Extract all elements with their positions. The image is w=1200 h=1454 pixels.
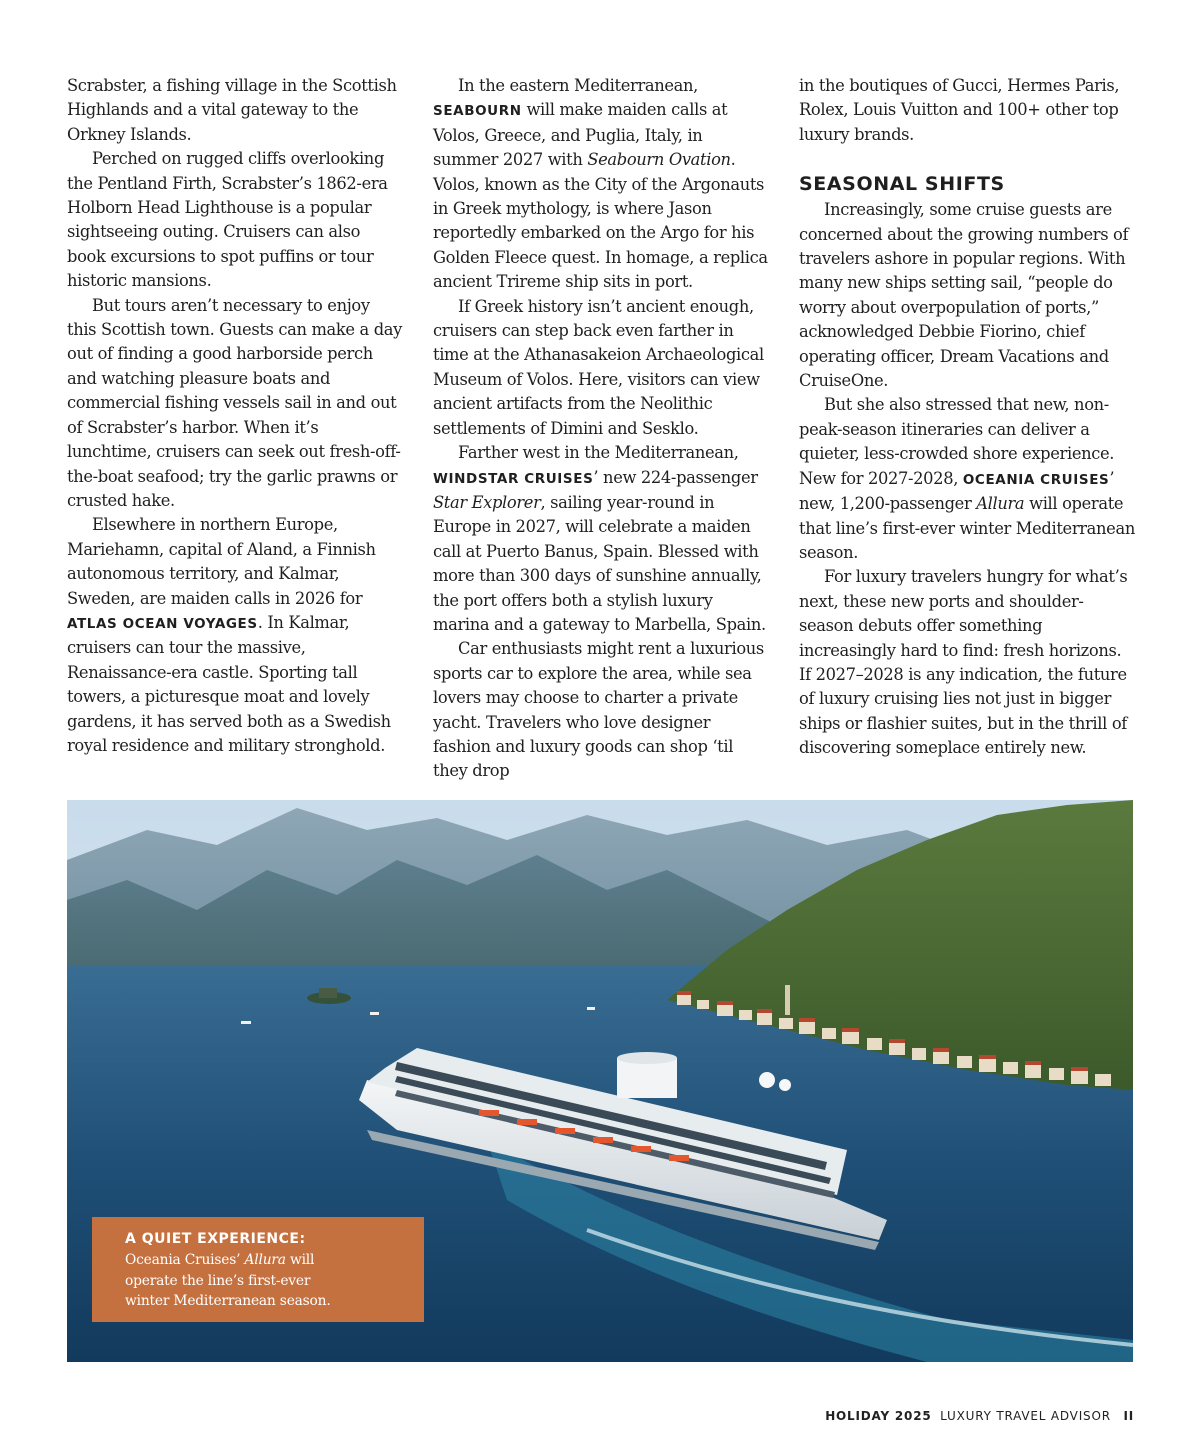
caption-text: will operate the line’s first-ever winter Mediterranean season.: [125, 1252, 331, 1309]
page-number: II: [1123, 1409, 1134, 1423]
issue-label: HOLIDAY 2025: [825, 1409, 932, 1423]
ship-name: Allura: [976, 494, 1025, 514]
paragraph-text: , sailing year-round in Europe in 2027, will celebrate a maiden call at Puerto Banus, Spain. Blessed with more than 300 days of sunshine annually, the port offers both a stylish luxury marina and a gateway to Marbella, Spain.: [433, 492, 766, 634]
paragraph-text: will operate that line’s first-ever winter Mediterranean season.: [799, 494, 1135, 562]
paragraph-text: Farther west in the Mediterranean,: [458, 443, 739, 463]
paragraph-text: But she also stressed that new, non-peak-season itineraries can deliver a quieter, less-crowded shore experience. New for 2027-2028,: [799, 395, 1115, 488]
section-subheading: SEASONAL SHIFTS: [799, 173, 1005, 196]
brand-name: SEABOURN: [433, 103, 522, 120]
publication-name: LUXURY TRAVEL ADVISOR: [940, 1409, 1111, 1423]
paragraph-text: will make maiden calls at Volos, Greece, and Puglia, Italy, in summer 2027 with: [433, 100, 728, 170]
caption-body: [125, 1250, 350, 1312]
paragraph-text: ’ new 224-passenger: [593, 467, 758, 487]
caption-title: A QUIET EXPERIENCE:: [125, 1231, 306, 1247]
paragraph-text: . In Kalmar, cruisers can tour the massive, Renaissance-era castle. Sporting tall towers, a picturesque moat and lovely gardens, it has served both as a Swedish royal residence and military stronghold.: [67, 612, 391, 755]
paragraph: Scrabster, a fishing village in the Scottish Highlands and a vital gateway to the Orkney Islands.: [67, 76, 397, 144]
caption-text: Oceania Cruises’: [125, 1252, 245, 1268]
paragraph: But tours aren’t necessary to enjoy this Scottish town. Guests can make a day out of finding a good harborside perch and watching pleasure boats and commercial fishing vessels sail in and out of Scrabster’s harbor. When it’s lunchtime, cruisers can seek out fresh-off-the-boat seafood; try the garlic prawns or crusted hake.: [67, 295, 402, 510]
paragraph: in the boutiques of Gucci, Hermes Paris, Rolex, Louis Vuitton and 100+ other top luxury brands.: [799, 76, 1120, 144]
article-column-3: [799, 74, 1135, 761]
ship-name: Star Explorer: [433, 492, 541, 512]
ship-name: Allura: [244, 1252, 286, 1268]
paragraph: Perched on rugged cliffs overlooking the Pentland Firth, Scrabster’s 1862-era Holborn Head Lighthouse is a popular sightseeing outing. Cruisers can also book excursions to spot puffins or tour historic mansions.: [67, 149, 388, 291]
paragraph-text: . Volos, known as the City of the Argonauts in Greek mythology, is where Jason reportedly embarked on the Argo for his Golden Fleece quest. In homage, a replica ancient Trireme ship sits in port.: [433, 150, 768, 292]
article-column-1: [67, 74, 403, 758]
paragraph: Car enthusiasts might rent a luxurious sports car to explore the area, while sea lovers may choose to charter a private yacht. Travelers who love designer fashion and luxury goods can shop ‘til they drop: [433, 639, 764, 781]
ship-name: Seabourn Ovation: [587, 150, 731, 170]
paragraph: [433, 441, 769, 637]
photo-caption: [92, 1217, 424, 1322]
paragraph-text: In the eastern Mediterranean,: [458, 76, 698, 95]
paragraph: [433, 74, 769, 295]
article-column-2: [433, 74, 769, 784]
paragraph: Increasingly, some cruise guests are concerned about the growing numbers of travelers ashore in popular regions. With many new ships setting sail, “people do worry about overpopulation of ports,” acknowledged Debbie Fiorino, chief operating officer, Dream Vacations and CruiseOne.: [799, 200, 1129, 391]
paragraph: For luxury travelers hungry for what’s next, these new ports and shoulder-season debuts offer something increasingly hard to find: fresh horizons. If 2027–2028 is any indication, the future of luxury cruising lies not just in bigger ships or flashier suites, but in the thrill of discovering someplace entirely new.: [799, 567, 1128, 758]
paragraph-text: ’ new, 1,200-passenger: [799, 468, 1115, 514]
brand-name: OCEANIA CRUISES: [962, 471, 1110, 488]
brand-name: WINDSTAR CRUISES: [433, 470, 594, 487]
page-footer: [825, 1409, 1134, 1423]
paragraph-text: Elsewhere in northern Europe, Mariehamn, capital of Aland, a Finnish autonomous territory, and Kalmar, Sweden, are maiden calls in 2026 for: [67, 515, 376, 608]
paragraph: If Greek history isn’t ancient enough, cruisers can step back even farther in time at the Athanasakeion Archaeological Museum of Volos. Here, visitors can view ancient artifacts from the Neolithic settlements of Dimini and Sesklo.: [433, 296, 764, 438]
paragraph: [67, 513, 403, 758]
paragraph: [799, 393, 1135, 565]
brand-name: ATLAS OCEAN VOYAGES: [67, 615, 258, 632]
